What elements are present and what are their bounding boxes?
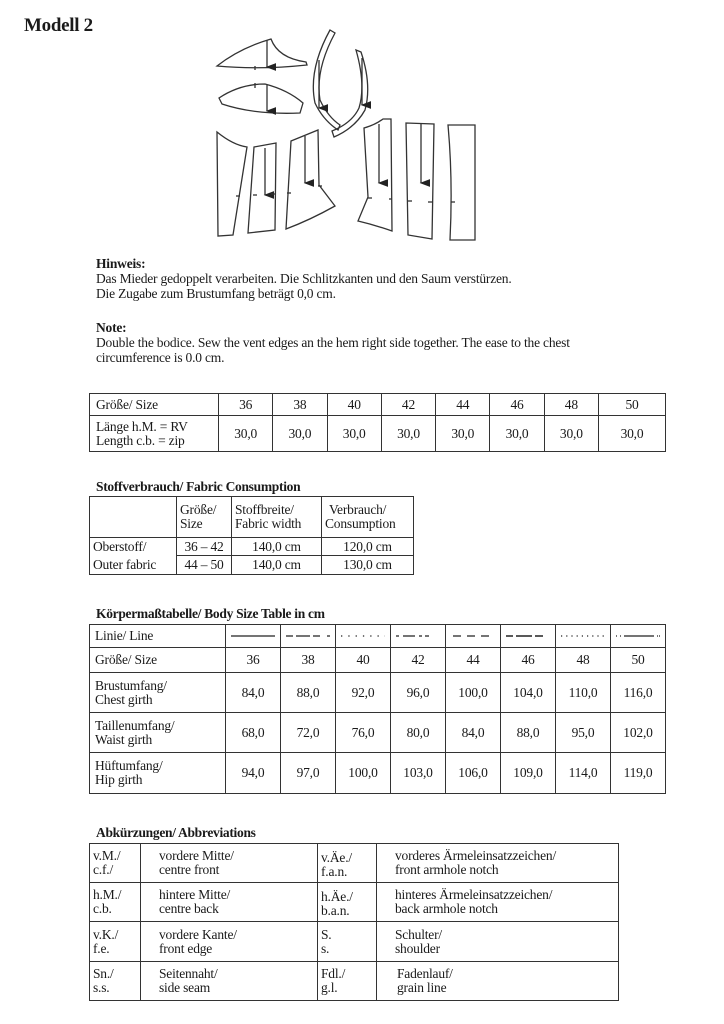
size-cell: 42	[391, 648, 446, 673]
line-style-solid-icon	[231, 635, 275, 637]
line-style-cell	[391, 625, 446, 648]
table-row	[90, 394, 666, 416]
chest-girth-label-en: Chest girth	[95, 691, 153, 707]
table-row	[90, 416, 666, 452]
abbr-code	[318, 844, 377, 883]
abbr-meaning-de: Seitennaht/	[159, 966, 218, 981]
size-header-de: Größe/	[180, 502, 217, 517]
measurement-value: 102,0	[611, 713, 666, 753]
hip-girth-label-de: Hüftumfang/	[95, 758, 163, 773]
measurement-value: 88,0	[501, 713, 556, 753]
fabric-size-range: 44 – 50	[177, 556, 232, 575]
line-style-dash-long-dash-bold-icon	[506, 635, 550, 637]
measurement-value: 114,0	[556, 753, 611, 794]
measurement-value: 97,0	[281, 753, 336, 794]
measurement-value: 100,0	[446, 673, 501, 713]
abbr-code-de: v.Äe./	[321, 850, 352, 865]
pattern-piece-panel-2	[248, 143, 276, 233]
abbr-code	[318, 883, 377, 922]
hinweis-text-line-1: Das Mieder gedoppelt verarbeiten. Die Schlitzkanten und den Saum verstürzen.	[96, 271, 512, 286]
abbr-code-de: h.M./	[93, 887, 122, 902]
table-row	[90, 538, 414, 556]
abbr-meaning	[377, 962, 619, 1001]
measurement-value: 104,0	[501, 673, 556, 713]
waist-girth-label-de: Taillenumfang/	[95, 717, 175, 733]
abbr-meaning-en: front armhole notch	[395, 862, 499, 877]
measurement-value: 95,0	[556, 713, 611, 753]
width-header-en: Fabric width	[235, 516, 302, 531]
hip-girth-label-en: Hip girth	[95, 772, 143, 787]
measurement-value: 84,0	[446, 713, 501, 753]
measurement-value: 94,0	[226, 753, 281, 794]
measurement-value: 80,0	[391, 713, 446, 753]
table-row	[90, 497, 414, 538]
length-label-de: Länge h.M. = RV	[96, 418, 188, 434]
abbr-meaning	[141, 922, 318, 962]
note-heading: Note:	[96, 320, 127, 335]
size-cell: 36	[219, 394, 273, 416]
abbr-code-en: s.	[321, 940, 330, 956]
fabric-width-value: 140,0 cm	[232, 538, 322, 556]
abbr-meaning-de: hintere Mitte/	[159, 887, 231, 902]
abbr-meaning-de: vordere Mitte/	[159, 848, 234, 863]
line-style-cell	[611, 625, 666, 648]
size-cell: 48	[544, 394, 598, 416]
abbr-code-en: s.s.	[93, 980, 110, 995]
length-value: 30,0	[544, 416, 598, 452]
abbr-meaning-de: Fadenlauf/	[397, 966, 453, 981]
fabric-type-de: Oberstoff/	[93, 539, 147, 554]
line-style-dash-dot-dash-icon	[396, 635, 440, 637]
size-cell: 44	[436, 394, 490, 416]
line-style-cell	[501, 625, 556, 648]
measurement-value: 116,0	[611, 673, 666, 713]
consumption-header	[322, 497, 414, 538]
abbr-code	[90, 962, 141, 1001]
chest-girth-label	[90, 673, 226, 713]
abbr-code-de: Fdl./	[321, 966, 346, 981]
abbr-code-de: Sn./	[93, 966, 114, 981]
table-row	[90, 648, 666, 673]
pattern-pieces-illustration	[205, 25, 485, 247]
line-style-cell	[446, 625, 501, 648]
abbr-meaning	[141, 844, 318, 883]
size-cell: 40	[336, 648, 391, 673]
waist-girth-label-en: Waist girth	[95, 731, 153, 747]
line-style-cell	[281, 625, 336, 648]
consumption-header-en: Consumption	[325, 516, 396, 531]
size-header-en: Size	[180, 516, 203, 531]
measurement-value: 103,0	[391, 753, 446, 794]
abbr-code-en: c.b.	[93, 901, 112, 916]
abbr-code	[318, 962, 377, 1001]
size-cell: 38	[273, 394, 327, 416]
table-row	[90, 883, 619, 922]
size-cell: 42	[381, 394, 435, 416]
abbr-code	[318, 922, 377, 962]
abbr-meaning	[377, 922, 619, 962]
line-style-cell	[336, 625, 391, 648]
measurement-value: 72,0	[281, 713, 336, 753]
abbr-meaning-en: centre front	[159, 862, 220, 877]
size-cell: 36	[226, 648, 281, 673]
size-cell: 46	[490, 394, 544, 416]
line-style-dash-long-dash-icon	[286, 635, 330, 637]
hip-girth-label	[90, 753, 226, 794]
width-header	[232, 497, 322, 538]
measurement-value: 110,0	[556, 673, 611, 713]
table-row	[90, 962, 619, 1001]
note-text-line-2: circumference is 0.0 cm.	[96, 350, 225, 365]
waist-girth-label	[90, 713, 226, 753]
fabric-consumption-table	[89, 496, 414, 575]
abbr-meaning	[141, 883, 318, 922]
table-row	[90, 713, 666, 753]
length-value: 30,0	[599, 416, 666, 452]
chest-girth-label-de: Brustumfang/	[95, 677, 167, 693]
table-row	[90, 844, 619, 883]
table-row	[90, 922, 619, 962]
pattern-piece-panel-5	[406, 123, 434, 239]
fabric-consumption-value: 130,0 cm	[322, 556, 414, 575]
abbr-meaning-en: grain line	[397, 980, 447, 995]
measurement-value: 109,0	[501, 753, 556, 794]
abbr-meaning-en: front edge	[159, 940, 213, 956]
hinweis-text-line-2: Die Zugabe zum Brustumfang beträgt 0,0 cm.	[96, 286, 336, 301]
page-title: Modell 2	[24, 15, 93, 36]
length-value: 30,0	[381, 416, 435, 452]
width-header-de: Stoffbreite/	[235, 502, 294, 517]
pattern-piece-panel-3	[286, 130, 335, 229]
note-text-line-1: Double the bodice. Sew the vent edges an the hem right side together. The ease to the chest	[96, 335, 570, 350]
abbr-code-en: f.a.n.	[321, 864, 348, 879]
abbr-meaning-de: vordere Kante/	[159, 926, 237, 942]
measurement-value: 88,0	[281, 673, 336, 713]
abbr-code-en: b.a.n.	[321, 902, 350, 918]
size-cell: 38	[281, 648, 336, 673]
line-style-dashed-icon	[451, 635, 495, 637]
fabric-consumption-value: 120,0 cm	[322, 538, 414, 556]
consumption-header-de: Verbrauch/	[329, 502, 387, 517]
length-value: 30,0	[327, 416, 381, 452]
line-style-cell	[556, 625, 611, 648]
size-cell: 48	[556, 648, 611, 673]
abbr-code-de: h.Äe./	[321, 888, 353, 904]
size-cell: 40	[327, 394, 381, 416]
line-label: Linie/ Line	[90, 625, 226, 648]
size-header	[177, 497, 232, 538]
body-size-section-title: Körpermaßtabelle/ Body Size Table in cm	[96, 606, 325, 621]
abbr-meaning-en: centre back	[159, 901, 219, 916]
abbr-code-de: v.K./	[93, 926, 119, 942]
pattern-piece-collar-top	[217, 39, 307, 70]
abbr-meaning	[377, 883, 619, 922]
abbr-code-de: v.M./	[93, 848, 121, 863]
abbr-code	[90, 844, 141, 883]
abbr-meaning-en: side seam	[159, 980, 211, 995]
line-style-dot-dot-long-icon	[616, 635, 660, 637]
line-style-cell	[226, 625, 281, 648]
pattern-piece-collar-lower	[219, 83, 303, 113]
abbr-meaning	[377, 844, 619, 883]
measurement-value: 100,0	[336, 753, 391, 794]
table-row	[90, 625, 666, 648]
pattern-piece-curved-strip-left	[313, 30, 340, 130]
pattern-piece-panel-4	[358, 119, 392, 231]
table-row	[90, 753, 666, 794]
pattern-piece-panel-1	[217, 132, 247, 236]
abbr-meaning-de: vorderes Ärmeleinsatzzeichen/	[395, 848, 556, 863]
body-size-table	[89, 624, 666, 794]
abbr-code	[90, 922, 141, 962]
abbr-code-en: f.e.	[93, 940, 110, 956]
abbr-code	[90, 883, 141, 922]
measurement-value: 106,0	[446, 753, 501, 794]
pattern-piece-curved-strip-right	[332, 50, 368, 137]
measurement-value: 119,0	[611, 753, 666, 794]
abbr-meaning-en: shoulder	[395, 940, 440, 956]
abbr-meaning-en: back armhole notch	[395, 901, 498, 916]
measurement-value: 96,0	[391, 673, 446, 713]
line-style-dotted-fine-icon	[561, 635, 605, 637]
abbreviations-table	[89, 843, 619, 1001]
length-row-label	[90, 416, 219, 452]
abbr-meaning	[141, 962, 318, 1001]
size-cell: 50	[611, 648, 666, 673]
fabric-width-value: 140,0 cm	[232, 556, 322, 575]
table-row	[90, 673, 666, 713]
abbreviations-section-title: Abkürzungen/ Abbreviations	[96, 825, 256, 840]
size-cell: 46	[501, 648, 556, 673]
hinweis-heading: Hinweis:	[96, 256, 146, 271]
abbr-code-en: g.l.	[321, 980, 338, 995]
length-value: 30,0	[436, 416, 490, 452]
note-section	[96, 320, 570, 365]
fabric-type-en: Outer fabric	[93, 557, 157, 572]
pattern-piece-panel-6	[448, 125, 475, 240]
size-cell: 44	[446, 648, 501, 673]
measurement-value: 92,0	[336, 673, 391, 713]
length-label-en: Length c.b. = zip	[96, 432, 185, 448]
abbr-meaning-de: hinteres Ärmeleinsatzzeichen/	[395, 887, 553, 902]
abbr-code-en: c.f./	[93, 862, 113, 877]
length-value: 30,0	[219, 416, 273, 452]
fabric-type-label	[90, 538, 177, 575]
size-header-label: Größe/ Size	[90, 394, 219, 416]
abbr-code-de: S.	[321, 926, 332, 942]
empty-header-cell	[90, 497, 177, 538]
length-value: 30,0	[273, 416, 327, 452]
measurement-value: 76,0	[336, 713, 391, 753]
length-size-table	[89, 393, 666, 452]
measurement-value: 68,0	[226, 713, 281, 753]
abbr-meaning-de: Schulter/	[395, 926, 442, 942]
line-style-dotted-icon	[341, 635, 385, 637]
hinweis-section	[96, 256, 512, 301]
measurement-value: 84,0	[226, 673, 281, 713]
length-value: 30,0	[490, 416, 544, 452]
size-cell: 50	[599, 394, 666, 416]
fabric-size-range: 36 – 42	[177, 538, 232, 556]
fabric-section-title: Stoffverbrauch/ Fabric Consumption	[96, 479, 301, 494]
size-label: Größe/ Size	[90, 648, 226, 673]
